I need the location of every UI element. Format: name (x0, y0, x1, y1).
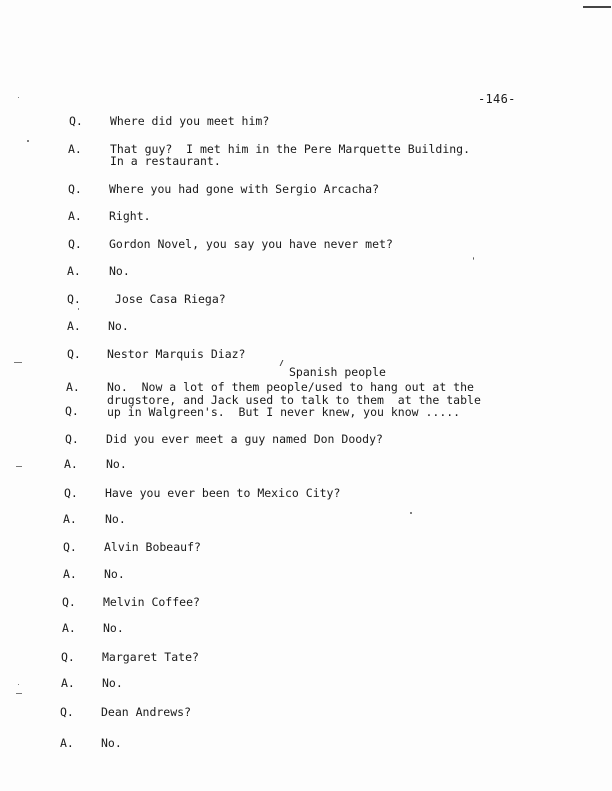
scan-speck (18, 97, 19, 98)
scan-speck (27, 140, 29, 142)
answer-label: A. (67, 264, 81, 278)
answer-text: No. (109, 264, 130, 278)
scan-mark (14, 362, 22, 363)
answer-label: A. (63, 567, 77, 581)
answer-text: No. (106, 457, 127, 471)
answer-text: No. (102, 676, 123, 690)
question-label: Q. (65, 432, 79, 446)
question-text: Where did you meet him? (110, 114, 270, 128)
answer-text: In a restaurant. (110, 154, 221, 168)
question-label: Q. (64, 486, 78, 500)
question-label: Q. (68, 237, 82, 251)
question-label: Q. (65, 404, 79, 418)
scan-mark (583, 6, 611, 8)
scan-mark (16, 466, 22, 467)
scan-mark (16, 693, 22, 694)
inserted-text: Spanish people (289, 365, 386, 379)
question-text: Gordon Novel, you say you have never met? (109, 237, 393, 251)
question-text: Where you had gone with Sergio Arcacha? (109, 182, 380, 196)
question-label: Q. (69, 114, 83, 128)
question-text: Alvin Bobeauf? (104, 540, 201, 554)
question-label: Q. (61, 650, 75, 664)
question-text: Margaret Tate? (102, 650, 199, 664)
question-label: Q. (62, 595, 76, 609)
answer-label: A. (66, 380, 80, 394)
answer-text: No. (105, 512, 126, 526)
page-number: -146- (478, 92, 516, 106)
answer-label: A. (60, 736, 74, 750)
answer-text: up in Walgreen's. But I never knew, you know ..... (107, 405, 461, 419)
answer-label: A. (68, 142, 82, 156)
question-text: Nestor Marquis Diaz? (107, 347, 246, 361)
question-text: Jose Casa Riega? (108, 292, 226, 306)
scan-speck (18, 684, 19, 685)
question-text: Have you ever been to Mexico City? (105, 486, 341, 500)
answer-text: That guy? I met him in the Pere Marquette Building. (110, 142, 471, 156)
scan-speck (410, 512, 412, 514)
scan-speck (78, 308, 79, 310)
answer-label: A. (68, 209, 82, 223)
answer-text: No. (101, 736, 122, 750)
answer-label: A. (64, 457, 78, 471)
answer-label: A. (63, 512, 77, 526)
insertion-caret (280, 360, 288, 366)
question-label: Q. (60, 705, 74, 719)
answer-text: drugstore, and Jack used to talk to them at the table (107, 393, 481, 407)
answer-label: A. (61, 676, 75, 690)
question-text: Dean Andrews? (101, 705, 192, 719)
question-label: Q. (68, 182, 82, 196)
scan-speck (473, 257, 474, 260)
answer-text: No. Now a lot of them people/used to hang out at the (107, 380, 474, 394)
answer-text: No. (108, 319, 129, 333)
answer-text: No. (103, 621, 124, 635)
question-label: Q. (67, 347, 81, 361)
answer-label: A. (62, 621, 76, 635)
question-text: Melvin Coffee? (103, 595, 200, 609)
question-text: Did you ever meet a guy named Don Doody? (106, 432, 383, 446)
answer-label: A. (67, 319, 81, 333)
question-label: Q. (63, 540, 77, 554)
answer-text: No. (104, 567, 125, 581)
question-label: Q. (67, 292, 81, 306)
answer-text: Right. (109, 209, 151, 223)
